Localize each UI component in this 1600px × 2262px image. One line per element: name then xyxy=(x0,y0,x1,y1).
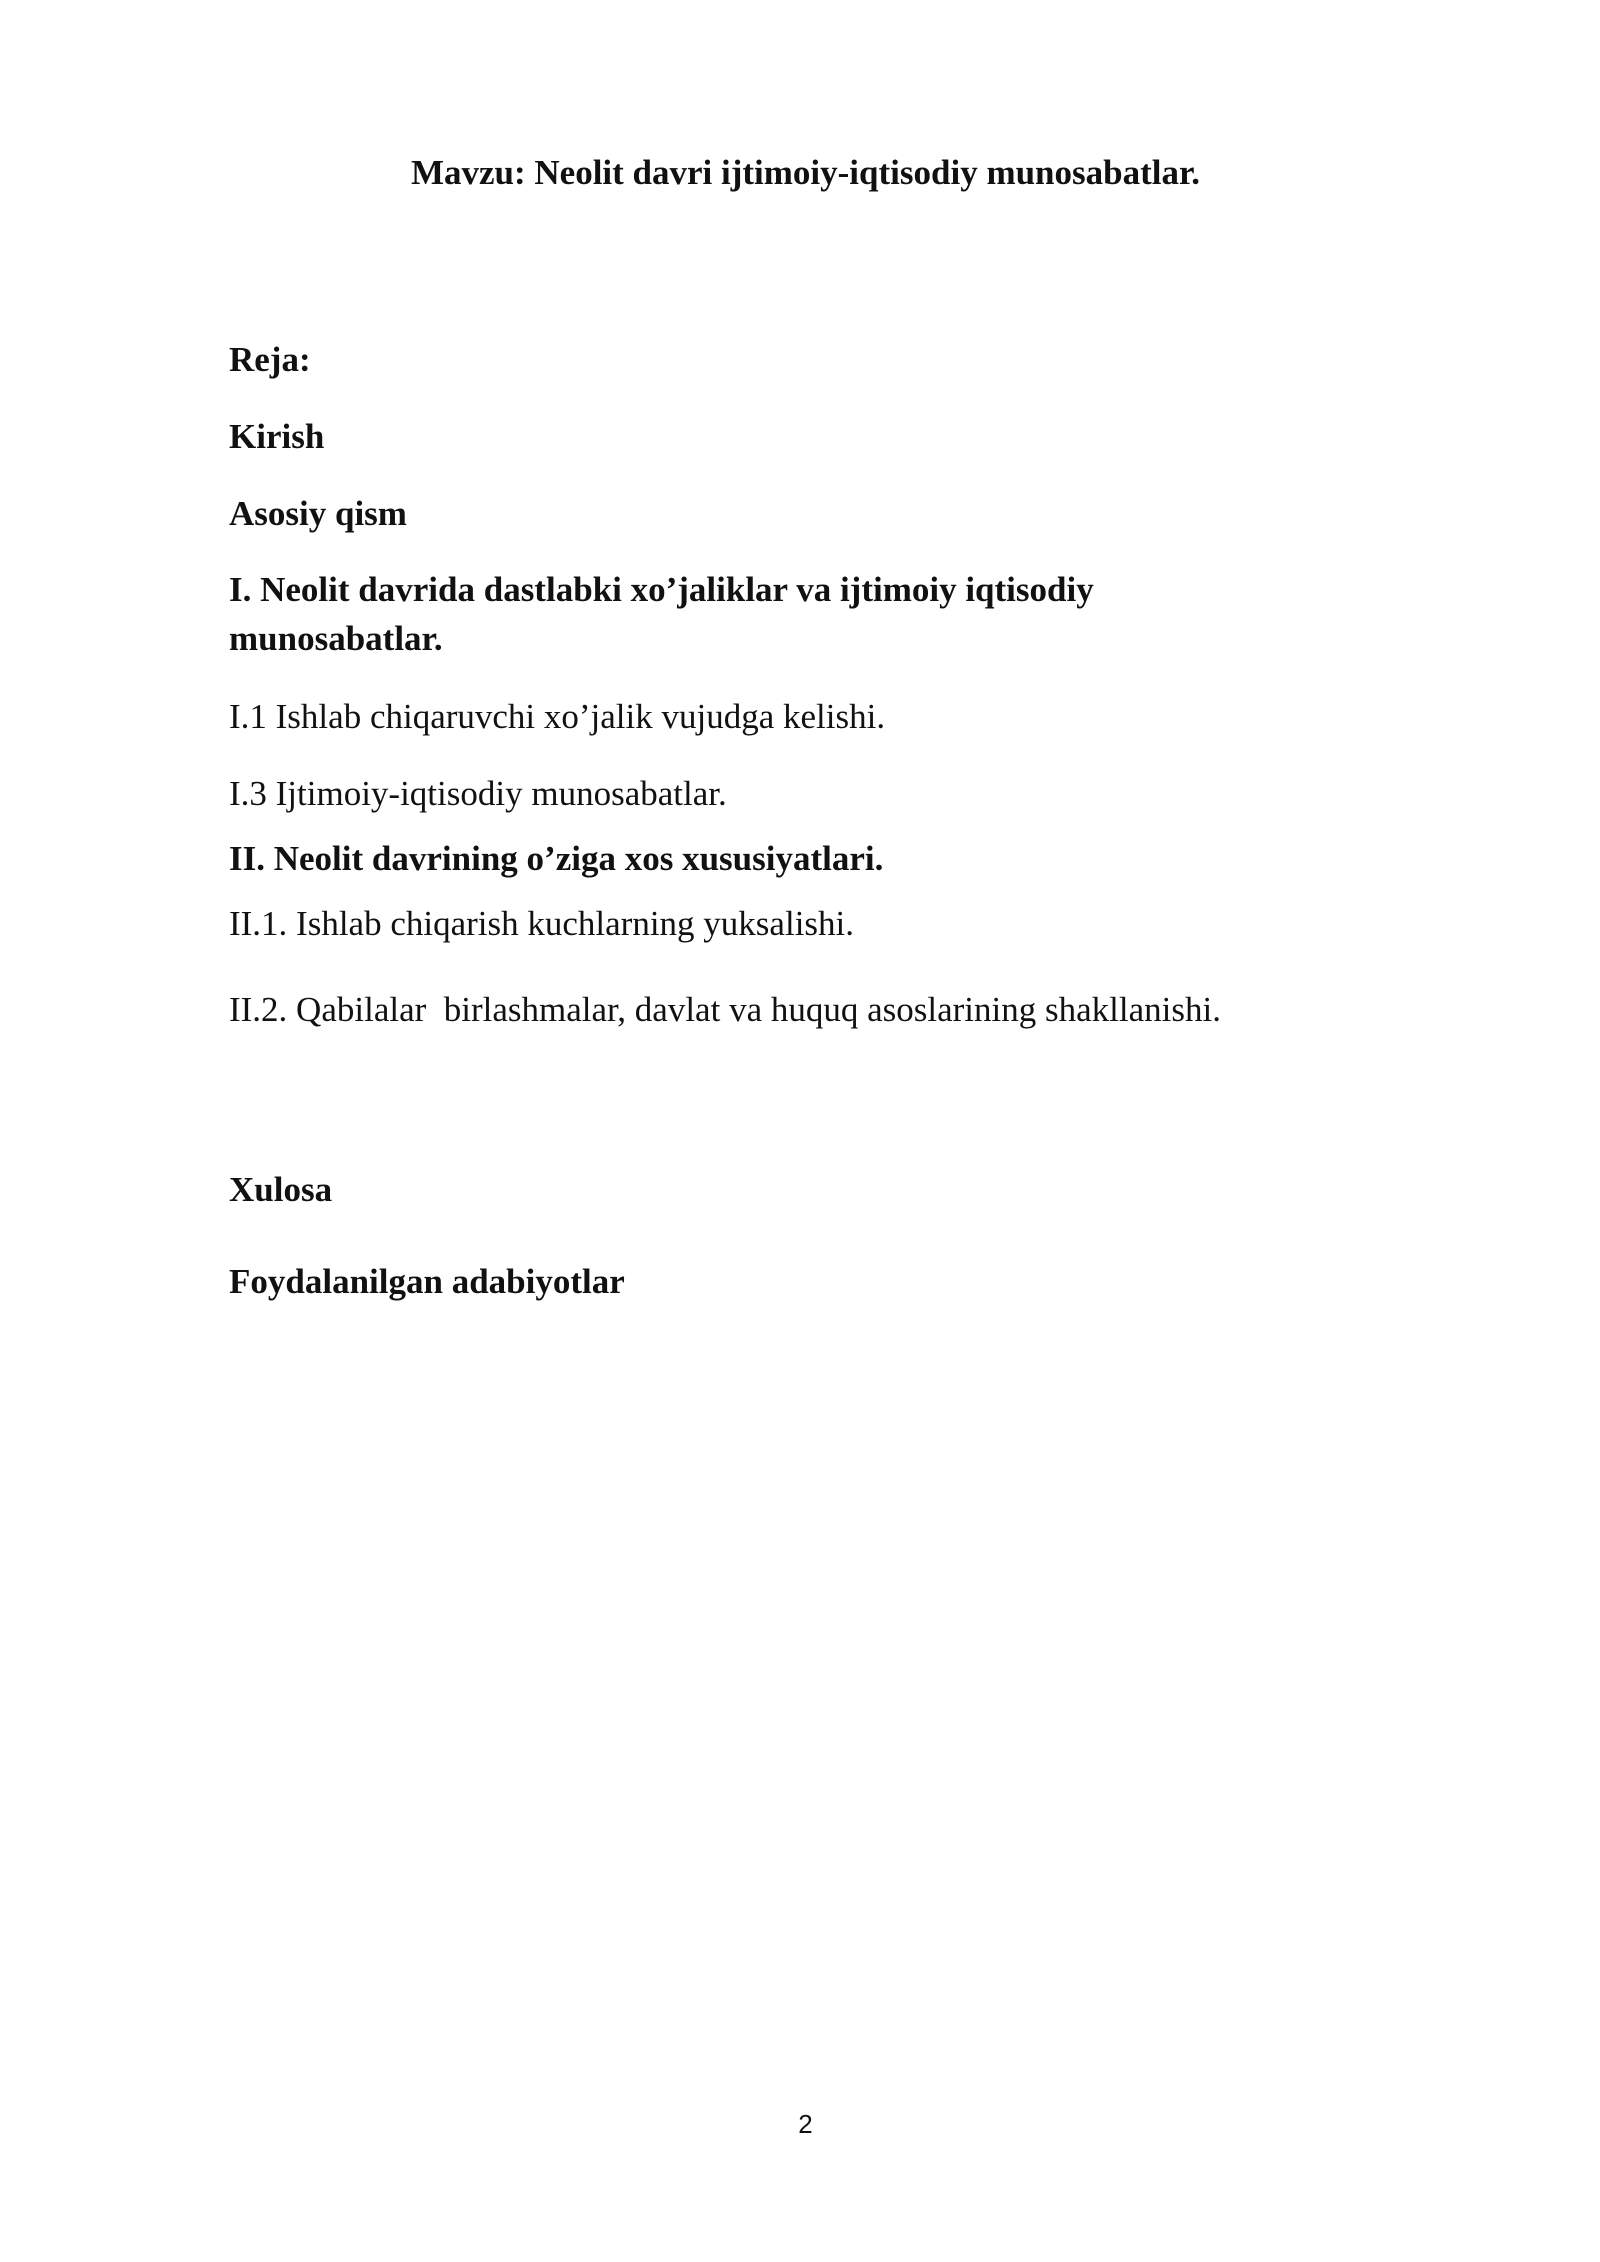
section-2-item-1: II.1. Ishlab chiqarish kuchlarning yuksalishi. xyxy=(229,904,855,943)
main-part-heading: Asosiy qism xyxy=(229,494,407,533)
references-heading: Foydalanilgan adabiyotlar xyxy=(229,1262,625,1301)
section-1-item-1: I.1 Ishlab chiqaruvchi xo’jalik vujudga kelishi. xyxy=(229,697,886,736)
intro-heading: Kirish xyxy=(229,417,325,456)
plan-heading: Reja: xyxy=(229,340,311,379)
section-2-item-2: II.2. Qabilalar birlashmalar, davlat va huquq asoslarining shakllanishi. xyxy=(229,990,1221,1029)
conclusion-heading: Xulosa xyxy=(229,1170,333,1209)
page-number: 2 xyxy=(798,2109,813,2139)
section-1-heading: I. Neolit davrida dastlabki xo’jaliklar va ijtimoiy iqtisodiy munosabatlar. xyxy=(229,570,1094,658)
document-title: Mavzu: Neolit davri ijtimoiy-iqtisodiy munosabatlar. xyxy=(410,153,1201,192)
section-2-heading: II. Neolit davrining o’ziga xos xususiyatlari. xyxy=(229,839,884,878)
section-1-item-2: I.3 Ijtimoiy-iqtisodiy munosabatlar. xyxy=(229,774,727,813)
